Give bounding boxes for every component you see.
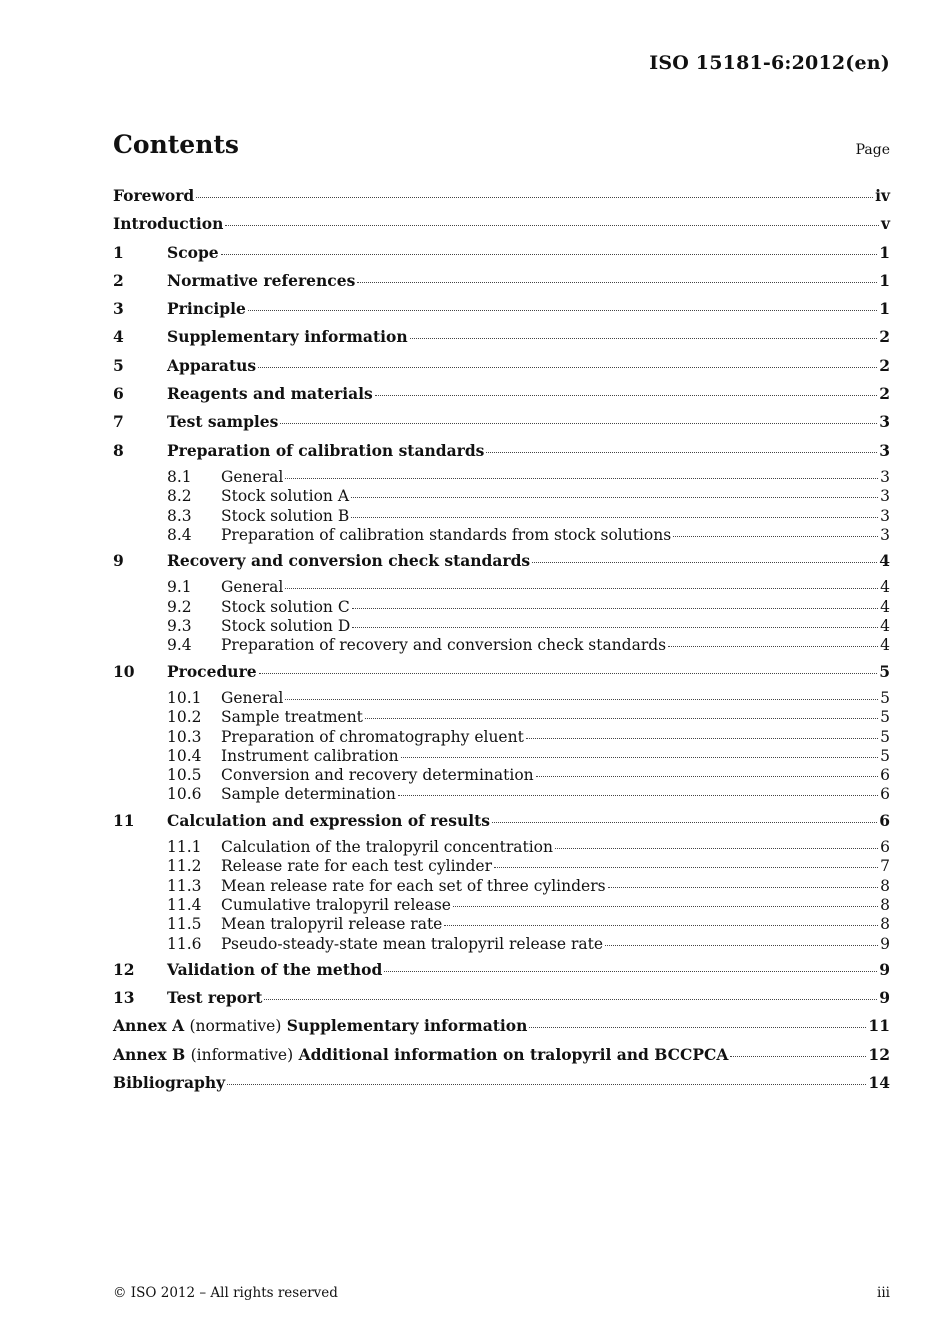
toc-entry-label: Sample determination <box>221 785 396 804</box>
footer-page-number: iii <box>877 1285 890 1301</box>
toc-entry-number: 9.1 <box>167 578 192 597</box>
toc-entry-number: 1 <box>113 242 124 262</box>
dot-leader <box>398 794 878 796</box>
standard-identifier: ISO 15181-6:2012(en) <box>649 52 890 74</box>
toc-entry-label: Foreword <box>113 186 195 205</box>
toc-entry-label: Introduction <box>113 214 224 234</box>
toc-entry-label: Principle <box>167 299 246 319</box>
toc-entry-page: 7 <box>880 857 890 876</box>
toc-entry-page: 5 <box>879 661 890 681</box>
toc-entry-page: 11 <box>868 1016 890 1036</box>
toc-entry-number: 4 <box>113 327 124 347</box>
toc-entry[interactable] <box>113 578 890 597</box>
dot-leader <box>352 607 878 609</box>
toc-entry[interactable] <box>113 785 890 804</box>
toc-entry-page: 3 <box>880 467 890 486</box>
toc-entry-label: Reagents and materials <box>167 384 373 404</box>
dot-leader <box>285 698 878 700</box>
dot-leader <box>668 645 878 647</box>
dot-leader <box>532 561 877 563</box>
toc-entry-page: 8 <box>880 915 890 934</box>
dot-leader <box>259 672 878 674</box>
toc-entry-number: 11 <box>113 810 135 830</box>
toc-entry[interactable] <box>113 598 890 617</box>
toc-entry[interactable] <box>113 935 890 954</box>
copyright-notice: © ISO 2012 – All rights reserved <box>113 1285 338 1301</box>
toc-entry-label: Recovery and conversion check standards <box>167 551 531 571</box>
toc-entry[interactable] <box>113 526 890 545</box>
toc-entry-number: 8.1 <box>167 467 192 486</box>
dot-leader <box>486 451 877 453</box>
toc-entry-number: 10 <box>113 661 135 681</box>
toc-entry-label: Stock solution C <box>221 597 350 616</box>
annex-title: Additional information on tralopyril and BCCPCA <box>298 1044 729 1064</box>
toc-entry[interactable] <box>113 1015 890 1043</box>
toc-entry[interactable] <box>113 185 890 213</box>
toc-entry-label: Release rate for each test cylinder <box>221 857 493 876</box>
toc-entry[interactable] <box>113 838 890 857</box>
toc-entry-label: Stock solution A <box>221 487 350 506</box>
toc-entry-label: Test samples <box>167 412 279 432</box>
toc-entry-label: General <box>221 688 284 707</box>
toc-entry-label: Test report <box>167 988 263 1008</box>
toc-entry-label: Conversion and recovery determination <box>221 766 534 785</box>
toc-entry-number: 5 <box>113 355 124 375</box>
dot-leader <box>258 366 877 368</box>
toc-entry-number: 10.5 <box>167 766 202 785</box>
toc-entry[interactable] <box>113 487 890 506</box>
toc-entry-number: 11.6 <box>167 934 202 953</box>
toc-entry-label: Preparation of calibration standards from stock solutions <box>221 525 672 544</box>
toc-entry-page: 2 <box>879 384 890 404</box>
toc-entry-label: Procedure <box>167 661 257 681</box>
dot-leader <box>536 775 878 777</box>
annex-designation: Annex A <box>113 1016 185 1036</box>
dot-leader <box>285 477 878 479</box>
toc-entry-label: Mean tralopyril release rate <box>221 915 443 934</box>
toc-entry-label: Apparatus <box>167 355 257 375</box>
dot-leader <box>444 924 878 926</box>
toc-entry[interactable] <box>113 617 890 636</box>
toc-entry-page: 6 <box>879 810 890 830</box>
dot-leader <box>285 587 878 589</box>
toc-entry-label: Mean release rate for each set of three cylinders <box>221 876 606 895</box>
dot-leader <box>401 756 879 758</box>
toc-entry-number: 13 <box>113 988 135 1008</box>
toc-entry-page: 9 <box>880 934 890 953</box>
toc-entry-page: 1 <box>879 242 890 262</box>
toc-entry-number: 9.3 <box>167 617 192 636</box>
toc-entry-label: Normative references <box>167 270 356 290</box>
dot-leader <box>248 309 877 311</box>
toc-entry[interactable] <box>113 440 890 468</box>
dot-leader <box>673 535 878 537</box>
toc-entry-label: Bibliography <box>113 1072 226 1092</box>
toc-entry-label: Stock solution D <box>221 617 351 636</box>
toc-entry-page: 9 <box>879 988 890 1008</box>
dot-leader <box>453 905 878 907</box>
dot-leader <box>365 717 878 719</box>
toc-entry-number: 2 <box>113 270 124 290</box>
toc-entry-number: 11.3 <box>167 876 202 895</box>
dot-leader <box>357 281 877 283</box>
toc-entry[interactable] <box>113 411 890 439</box>
toc-entry[interactable] <box>113 383 890 411</box>
toc-entry-page: 2 <box>879 327 890 347</box>
toc-entry-number: 8.3 <box>167 506 192 525</box>
toc-entry[interactable] <box>113 1044 890 1072</box>
toc-entry-number: 3 <box>113 299 124 319</box>
toc-entry-number: 9 <box>113 551 124 571</box>
toc-entry-number: 10.2 <box>167 708 202 727</box>
toc-entry[interactable] <box>113 766 890 785</box>
toc-entry[interactable] <box>113 987 890 1015</box>
toc-entry-number: 11.1 <box>167 838 202 857</box>
toc-entry-page: 3 <box>879 412 890 432</box>
dot-leader <box>492 821 877 823</box>
toc-entry-page: 2 <box>879 355 890 375</box>
toc-entry[interactable] <box>113 661 890 689</box>
toc-entry-page: v <box>880 214 890 234</box>
annex-title: Supplementary information <box>286 1016 528 1036</box>
toc-entry[interactable] <box>113 270 890 298</box>
toc-entry-label: Cumulative tralopyril release <box>221 895 451 914</box>
dot-leader <box>280 422 877 424</box>
toc-entry-page: 6 <box>880 766 890 785</box>
dot-leader <box>264 998 877 1000</box>
toc-entry-page: 5 <box>880 688 890 707</box>
toc-entry[interactable] <box>113 242 890 270</box>
toc-entry-page: 4 <box>880 636 890 655</box>
toc-entry-number: 11.2 <box>167 857 202 876</box>
toc-entry-number: 8 <box>113 440 124 460</box>
toc-entry-number: 10.3 <box>167 727 202 746</box>
toc-entry-label <box>113 1015 527 1037</box>
toc-entry-page: 4 <box>880 597 890 616</box>
toc-entry-page: 14 <box>868 1072 890 1092</box>
toc-entry[interactable] <box>113 550 890 578</box>
annex-designation: Annex B <box>113 1044 186 1064</box>
toc-entry-page: 5 <box>880 727 890 746</box>
toc-entry-page: 5 <box>880 708 890 727</box>
toc-entry-page: 3 <box>880 487 890 506</box>
toc-entry-page: 1 <box>879 299 890 319</box>
toc-entry[interactable] <box>113 810 890 838</box>
toc-entry-label: General <box>221 467 284 486</box>
annex-kind: (normative) <box>189 1017 282 1036</box>
page-column-label: Page <box>855 142 890 158</box>
toc-entry-page: 9 <box>879 959 890 979</box>
toc-entry[interactable] <box>113 326 890 354</box>
dot-leader <box>410 337 878 339</box>
toc-entry-label: Pseudo-steady-state mean tralopyril release rate <box>221 934 604 953</box>
toc-entry-label: Stock solution B <box>221 506 350 525</box>
toc-entry-page: 3 <box>880 525 890 544</box>
dot-leader <box>227 1083 866 1085</box>
toc-entry[interactable] <box>113 1072 890 1100</box>
toc-entry[interactable] <box>113 636 890 655</box>
toc-entry[interactable] <box>113 298 890 326</box>
toc-entry-label: Sample treatment <box>221 708 363 727</box>
toc-entry-label: Instrument calibration <box>221 746 399 765</box>
toc-entry[interactable] <box>113 355 890 383</box>
dot-leader <box>351 516 878 518</box>
toc-entry-label: Scope <box>167 242 219 262</box>
toc-entry[interactable] <box>113 728 890 747</box>
dot-leader <box>225 224 879 226</box>
dot-leader <box>351 496 878 498</box>
dot-leader <box>529 1026 866 1028</box>
dot-leader <box>730 1055 866 1057</box>
toc-entry-page: 4 <box>880 578 890 597</box>
toc-entry-label: Preparation of chromatography eluent <box>221 727 524 746</box>
toc-entry-page: 4 <box>880 617 890 636</box>
dot-leader <box>555 847 878 849</box>
toc-entry[interactable] <box>113 877 890 896</box>
toc-entry-number: 10.1 <box>167 688 202 707</box>
dot-leader <box>605 944 878 946</box>
contents-title: Contents <box>113 130 240 159</box>
toc-entry-number: 6 <box>113 384 124 404</box>
toc-entry-label: Supplementary information <box>167 327 408 347</box>
toc-entry-number: 12 <box>113 959 135 979</box>
toc-entry[interactable] <box>113 857 890 876</box>
toc-entry-number: 10.4 <box>167 746 202 765</box>
dot-leader <box>352 626 878 628</box>
dot-leader <box>608 886 879 888</box>
toc-entry-page: 6 <box>880 785 890 804</box>
toc-entry[interactable] <box>113 747 890 766</box>
toc-entry-number: 9.2 <box>167 597 192 616</box>
toc-entry-page: 8 <box>880 895 890 914</box>
toc-entry-page: 8 <box>880 876 890 895</box>
toc-entry[interactable] <box>113 507 890 526</box>
toc-entry[interactable] <box>113 915 890 934</box>
toc-entry-number: 10.6 <box>167 785 202 804</box>
toc-entry-page: 12 <box>868 1044 890 1064</box>
toc-entry-label: Preparation of calibration standards <box>167 440 485 460</box>
toc-entry[interactable] <box>113 959 890 987</box>
annex-kind: (informative) <box>190 1045 294 1064</box>
toc-entry-number: 9.4 <box>167 636 192 655</box>
toc-entry-page: 1 <box>879 270 890 290</box>
toc-entry-label <box>113 1044 728 1066</box>
toc-entry[interactable] <box>113 708 890 727</box>
toc-entry-label: Calculation of the tralopyril concentration <box>221 838 553 857</box>
dot-leader <box>221 253 878 255</box>
toc-entry-label: Validation of the method <box>167 959 383 979</box>
table-of-contents <box>113 185 890 1100</box>
toc-entry-page: 4 <box>879 551 890 571</box>
toc-entry-number: 11.5 <box>167 915 202 934</box>
toc-entry[interactable] <box>113 213 890 241</box>
toc-entry-page: iv <box>875 186 890 205</box>
toc-entry-page: 5 <box>880 746 890 765</box>
toc-entry-label: Preparation of recovery and conversion check standards <box>221 636 667 655</box>
dot-leader <box>494 866 878 868</box>
toc-entry-page: 3 <box>879 440 890 460</box>
toc-entry[interactable] <box>113 689 890 708</box>
dot-leader <box>526 737 878 739</box>
toc-entry[interactable] <box>113 896 890 915</box>
dot-leader <box>375 394 877 396</box>
dot-leader <box>384 970 877 972</box>
toc-entry-number: 11.4 <box>167 895 202 914</box>
toc-entry-number: 8.4 <box>167 525 192 544</box>
toc-entry-page: 6 <box>880 838 890 857</box>
dot-leader <box>196 196 873 198</box>
toc-entry-number: 7 <box>113 412 124 432</box>
toc-entry-page: 3 <box>880 506 890 525</box>
toc-entry-number: 8.2 <box>167 487 192 506</box>
toc-entry[interactable] <box>113 468 890 487</box>
toc-entry-label: General <box>221 578 284 597</box>
toc-entry-label: Calculation and expression of results <box>167 810 491 830</box>
